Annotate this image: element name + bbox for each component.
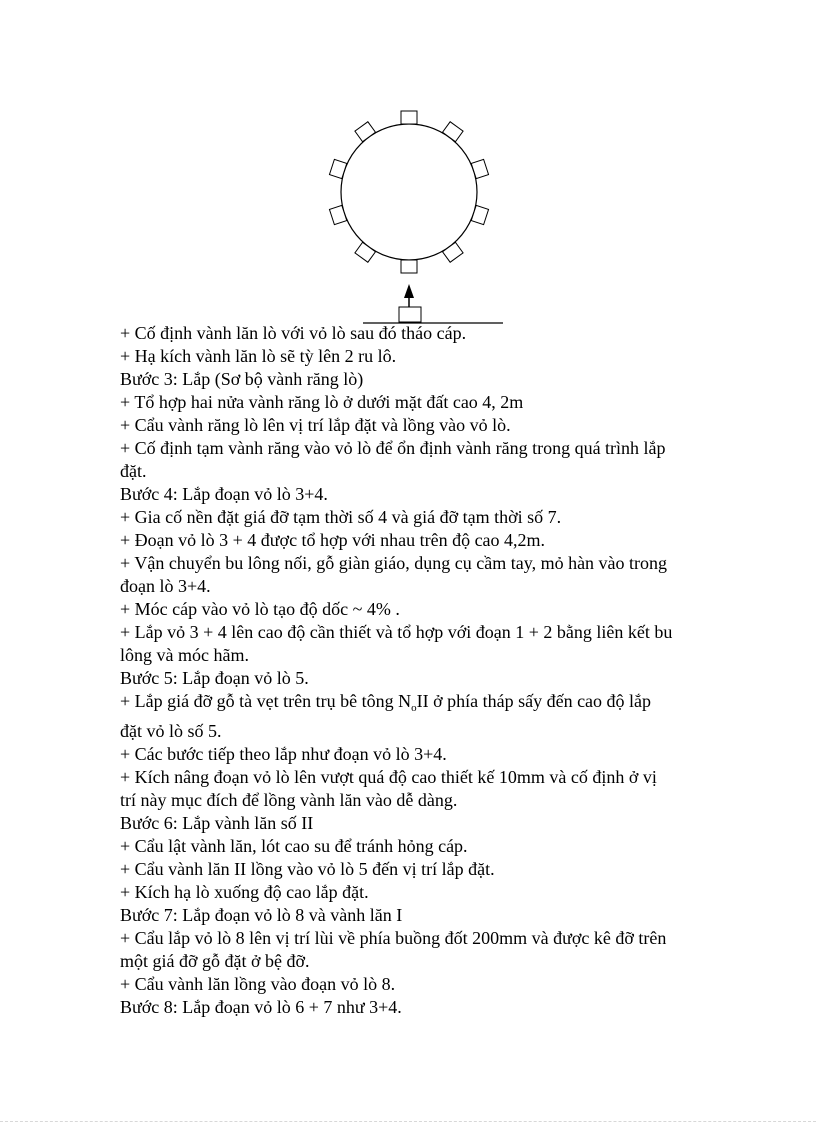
text-line: đặt vỏ lò số 5. — [120, 721, 222, 741]
kiln-ring-svg — [320, 96, 520, 328]
text-line: một giá đỡ gỗ đặt ở bệ đỡ. — [120, 951, 310, 971]
text-line: Bước 5: Lắp đoạn vỏ lò 5. — [120, 668, 309, 688]
text-line: + Cố định tạm vành răng vào vỏ lò để ổn định vành răng trong quá trình lắp — [120, 438, 666, 458]
text-line: + Hạ kích vành lăn lò sẽ tỳ lên 2 ru lô. — [120, 346, 397, 366]
text-line: lông và móc hãm. — [120, 645, 249, 665]
ring-block — [329, 159, 346, 178]
document-body — [120, 322, 720, 1019]
text-line: Bước 3: Lắp (Sơ bộ vành răng lò) — [120, 369, 364, 389]
text-line: Bước 6: Lắp vành lăn số II — [120, 813, 314, 833]
paragraph-block-2 — [120, 720, 720, 1019]
jack-base-block — [399, 307, 421, 322]
jack-arrow-head — [404, 284, 414, 298]
text-line: + Cẩu vành lăn II lồng vào vỏ lò 5 đến vị trí lắp đặt. — [120, 859, 495, 879]
text-line: đặt. — [120, 461, 147, 481]
text-line: trí này mục đích để lồng vành lăn vào dễ dàng. — [120, 790, 458, 810]
text-line: + Vận chuyển bu lông nối, gỗ giàn giáo, dụng cụ cầm tay, mỏ hàn vào trong — [120, 553, 668, 573]
text-line: Bước 4: Lắp đoạn vỏ lò 3+4. — [120, 484, 328, 504]
text-line: Bước 8: Lắp đoạn vỏ lò 6 + 7 như 3+4. — [120, 997, 402, 1017]
text-line: + Cố định vành lăn lò với vỏ lò sau đó tháo cáp. — [120, 323, 467, 343]
text-line: + Đoạn vỏ lò 3 + 4 được tổ hợp với nhau trên độ cao 4,2m. — [120, 530, 546, 550]
kiln-ring-diagram — [320, 96, 520, 328]
text-line: + Cẩu lật vành lăn, lót cao su để tránh hỏng cáp. — [120, 836, 468, 856]
text-line: + Lắp vỏ 3 + 4 lên cao độ cần thiết và tổ hợp với đoạn 1 + 2 bằng liên kết bu — [120, 622, 673, 642]
ring-block — [443, 242, 464, 262]
text-line: + Cẩu vành lăn lồng vào đoạn vỏ lò 8. — [120, 974, 396, 994]
ring-block — [355, 122, 376, 142]
page-bottom-rule — [0, 1121, 816, 1122]
text-line: + Kích nâng đoạn vỏ lò lên vượt quá độ cao thiết kế 10mm và cố định ở vị — [120, 767, 657, 787]
text-line: + Các bước tiếp theo lắp như đoạn vỏ lò 3+4. — [120, 744, 447, 764]
ring-block — [443, 122, 464, 142]
text-line: đoạn lò 3+4. — [120, 576, 211, 596]
ring-block — [329, 205, 346, 224]
text-line: + Móc cáp vào vỏ lò tạo độ dốc ~ 4% . — [120, 599, 400, 619]
special-line-nii — [120, 690, 720, 720]
text-line: + Cẩu vành răng lò lên vị trí lắp đặt và lồng vào vỏ lò. — [120, 415, 511, 435]
text-line: + Tổ hợp hai nửa vành răng lò ở dưới mặt đất cao 4, 2m — [120, 392, 524, 412]
ring-block — [471, 205, 488, 224]
text-line: + Gia cố nền đặt giá đỡ tạm thời số 4 và giá đỡ tạm thời số 7. — [120, 507, 562, 527]
special-line-after: II ở phía tháp sấy đến cao độ lắp — [416, 691, 652, 711]
ring-block — [401, 260, 417, 273]
ring-block — [471, 159, 488, 178]
ring-block — [401, 111, 417, 124]
ring-block — [355, 242, 376, 262]
special-line-subscript: o — [411, 702, 417, 714]
text-line: + Cẩu lắp vỏ lò 8 lên vị trí lùi về phía buồng đốt 200mm và được kê đỡ trên — [120, 928, 667, 948]
paragraph-block-1 — [120, 322, 720, 690]
ring-blocks — [329, 111, 488, 273]
special-line-before: + Lắp giá đỡ gỗ tà vẹt trên trụ bê tông N — [120, 691, 412, 711]
ring-circle — [341, 124, 477, 260]
text-line: + Kích hạ lò xuống độ cao lắp đặt. — [120, 882, 369, 902]
text-line: Bước 7: Lắp đoạn vỏ lò 8 và vành lăn I — [120, 905, 403, 925]
